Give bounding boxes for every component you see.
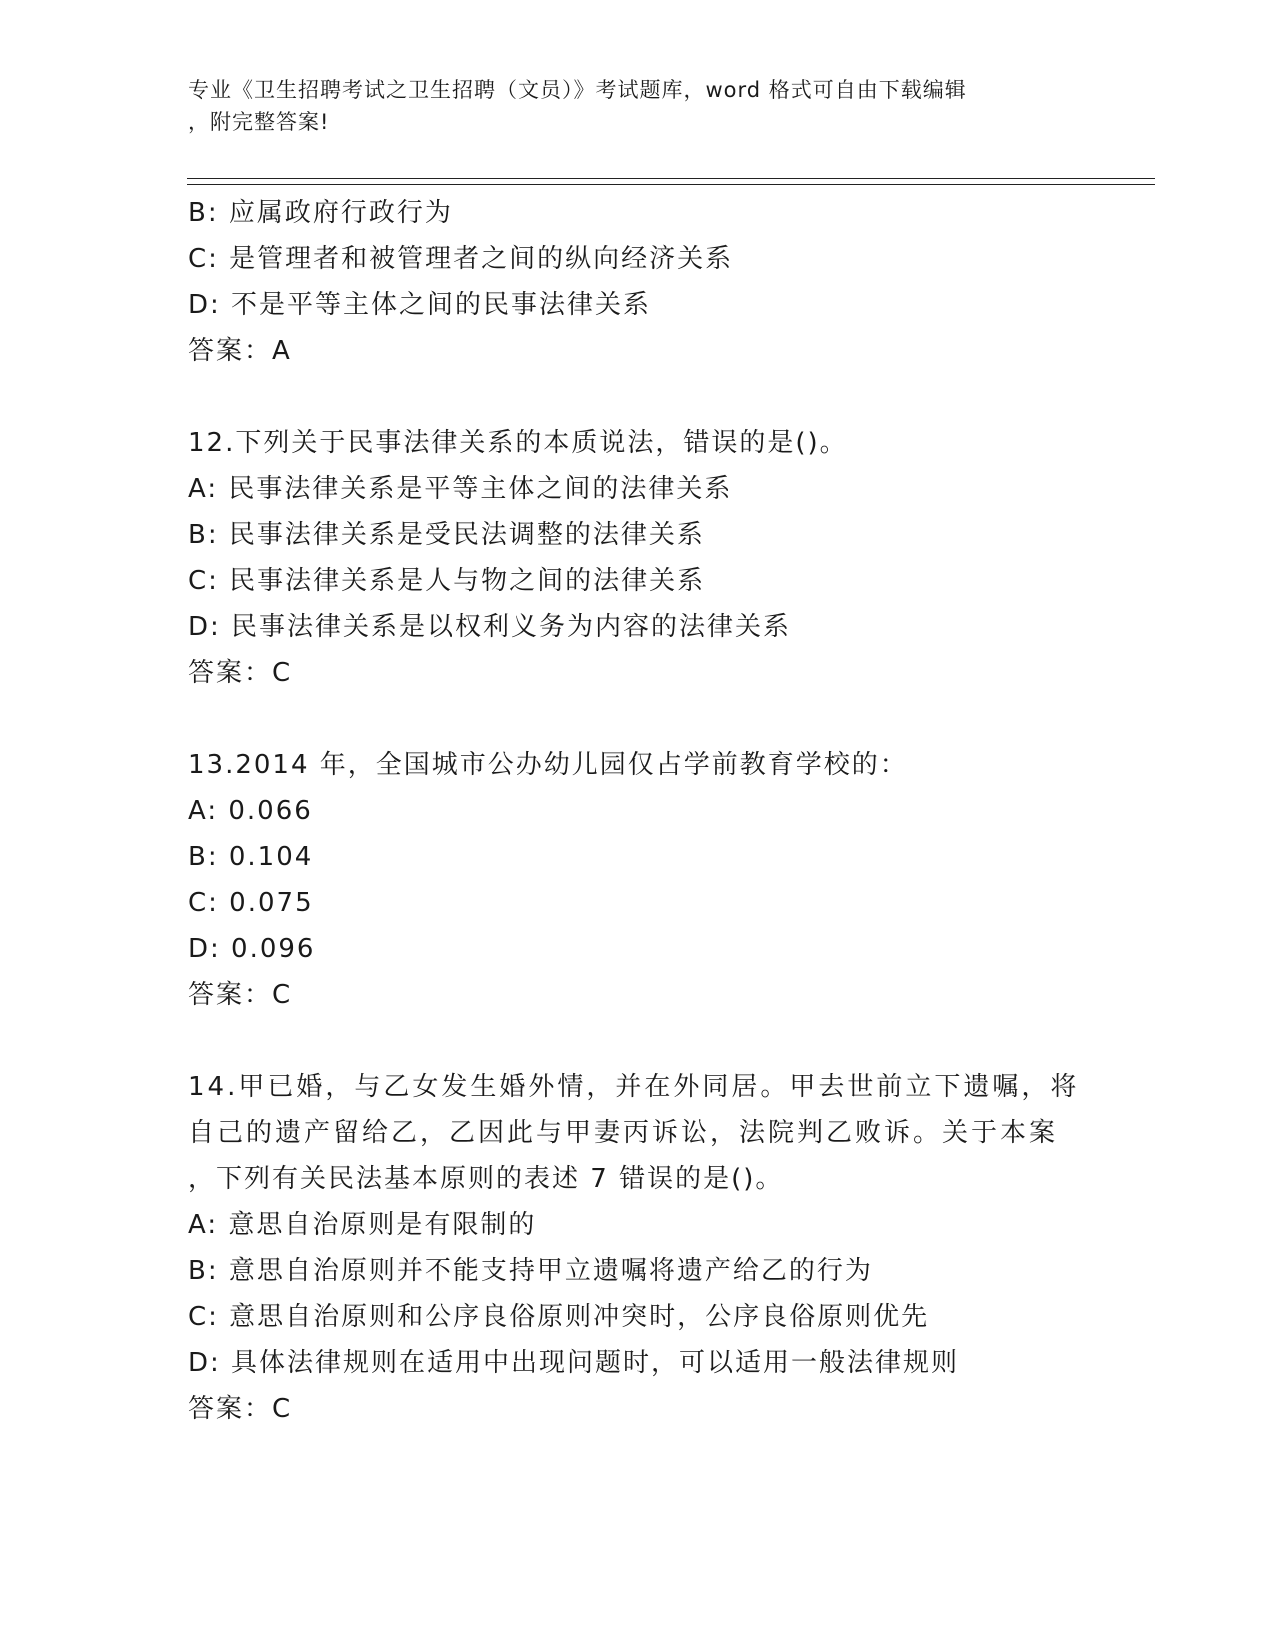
q14-option-a: A: 意思自治原则是有限制的 xyxy=(188,1210,537,1240)
q11-option-d: D: 不是平等主体之间的民事法律关系 xyxy=(188,290,652,320)
q13-option-a: A: 0.066 xyxy=(188,796,313,826)
q11-answer: 答案：A xyxy=(188,336,292,366)
q12-option-c: C: 民事法律关系是人与物之间的法律关系 xyxy=(188,566,706,596)
q12-option-b: B: 民事法律关系是受民法调整的法律关系 xyxy=(188,520,705,550)
q12-question: 12.下列关于民事法律关系的本质说法，错误的是()。 xyxy=(188,428,848,458)
document-header xyxy=(188,74,1068,138)
header-line-1: 专业《卫生招聘考试之卫生招聘（文员）》考试题库，word 格式可自由下载编辑 xyxy=(188,78,967,102)
q11-option-b: B: 应属政府行政行为 xyxy=(188,198,453,228)
q13-question: 13.2014 年，全国城市公办幼儿园仅占学前教育学校的： xyxy=(188,750,908,780)
header-divider-top xyxy=(187,178,1155,179)
q14-question-line-3: ，下列有关民法基本原则的表述 7 错误的是()。 xyxy=(188,1164,784,1194)
question-list xyxy=(188,190,1088,1432)
q14-question-line-2: 自己的遗产留给乙，乙因此与甲妻丙诉讼，法院判乙败诉。关于本案 xyxy=(188,1118,1059,1148)
q13-option-b: B: 0.104 xyxy=(188,842,314,872)
spacer xyxy=(188,374,1088,420)
q14-option-b: B: 意思自治原则并不能支持甲立遗嘱将遗产给乙的行为 xyxy=(188,1256,873,1286)
q14-option-c: C: 意思自治原则和公序良俗原则冲突时，公序良俗原则优先 xyxy=(188,1302,930,1332)
q14-answer: 答案：C xyxy=(188,1394,293,1424)
header-line-2: ，附完整答案! xyxy=(188,110,330,134)
q13-answer: 答案：C xyxy=(188,980,293,1010)
q14-question-line-1: 14.甲已婚，与乙女发生婚外情，并在外同居。甲去世前立下遗嘱，将 xyxy=(188,1072,1080,1102)
q13-option-c: C: 0.075 xyxy=(188,888,314,918)
q13-option-d: D: 0.096 xyxy=(188,934,316,964)
q14-option-d: D: 具体法律规则在适用中出现问题时，可以适用一般法律规则 xyxy=(188,1348,960,1378)
q12-option-a: A: 民事法律关系是平等主体之间的法律关系 xyxy=(188,474,733,504)
spacer xyxy=(188,1018,1088,1064)
q12-answer: 答案：C xyxy=(188,658,293,688)
header-divider-bottom xyxy=(187,184,1155,185)
q12-option-d: D: 民事法律关系是以权利义务为内容的法律关系 xyxy=(188,612,792,642)
spacer xyxy=(188,696,1088,742)
q11-option-c: C: 是管理者和被管理者之间的纵向经济关系 xyxy=(188,244,734,274)
